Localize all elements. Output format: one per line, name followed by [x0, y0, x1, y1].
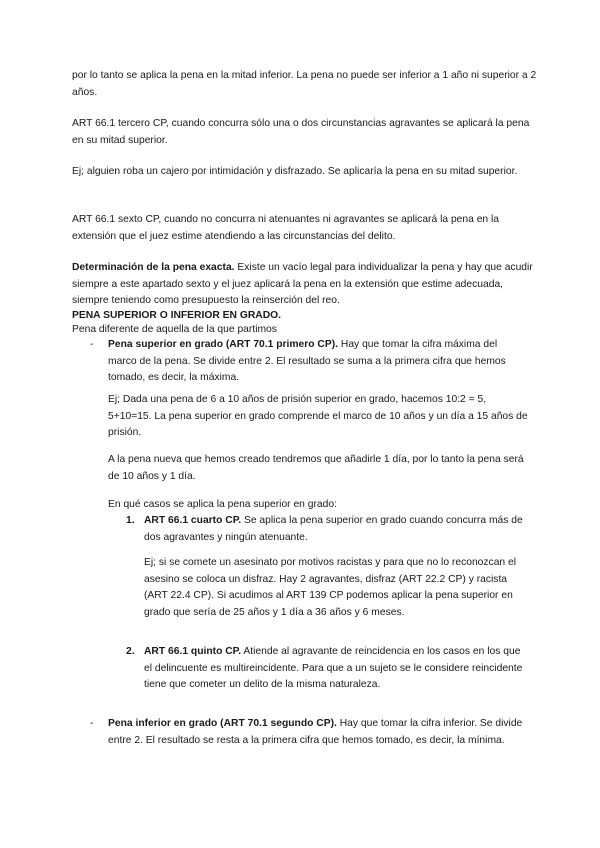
pena-inferior-text: Hay que tomar la cifra inferior. Se divide entre 2. El resultado se resta a la primera cifra que hemos tomado, es decir, la mínima.: [108, 718, 523, 746]
paragraph-pena-exacta: [72, 260, 542, 310]
paragraph-example-cajero: Ej; alguien roba un cajero por intimidación y disfrazado. Se aplicaría la pena en su mitad superior.: [72, 166, 518, 177]
paragraph-mitad-inferior: por lo tanto se aplica la pena en la mitad inferior. La pena no puede ser inferior a 1 año ni superior a 2 años.: [72, 70, 537, 98]
section-intro: Pena diferente de aquella de la que partimos: [72, 324, 277, 335]
list-item-art-66-quinto: [144, 644, 528, 694]
bullet-dash-inferior: -: [90, 718, 94, 729]
bullet-pena-superior: [108, 337, 528, 387]
bullet-pena-inferior: [108, 716, 528, 749]
paragraph-art-66-sexto: ART 66.1 sexto CP, cuando no concurra ni atenuantes ni agravantes se aplicará la pena en la extensión que el juez estime atendiendo a las circunstancias del delito.: [72, 214, 500, 242]
example-asesinato: Ej; si se comete un asesinato por motivos racistas y para que no lo reconozcan el asesino se coloca un disfraz. Hay 2 agravantes, disfraz (ART 22.2 CP) y racista (ART 22.4 CP). Si acudimos al ART 139 CP podemos aplicar la pena superior en grado que sería de 25 años y 1 día a 36 años y 6 meses.: [144, 557, 517, 618]
pena-superior-title: Pena superior en grado (ART 70.1 primero CP).: [108, 339, 339, 350]
section-heading: PENA SUPERIOR O INFERIOR EN GRADO.: [72, 310, 282, 321]
pena-exacta-heading: Determinación de la pena exacta.: [72, 262, 235, 273]
paragraph-art-66-tercero: ART 66.1 tercero CP, cuando concurra sólo una o dos circunstancias agravantes se aplicará la pena en su mitad superior.: [72, 118, 530, 146]
pena-exacta-text: Existe un vacío legal para individualizar la pena y hay que acudir siempre a este apartado sexto y el juez aplicará la pena en la extensión que estime adecuada, siempre teniendo como presupuesto la reinserción del reo.: [72, 262, 533, 306]
art-66-cuarto-title: ART 66.1 cuarto CP.: [144, 515, 242, 526]
cases-intro: En qué casos se aplica la pena superior en grado:: [108, 499, 337, 510]
pena-superior-text: Hay que tomar la cifra máxima del marco de la pena. Se divide entre 2. El resultado se suma a la primera cifra que hemos tomado, es decir, la máxima.: [108, 339, 506, 383]
bullet-dash-superior: -: [90, 339, 94, 350]
pena-inferior-title: Pena inferior en grado (ART 70.1 segundo CP).: [108, 718, 337, 729]
paragraph-pena-nueva: A la pena nueva que hemos creado tendremos que añadirle 1 día, por lo tanto la pena será de 10 años y 1 día.: [108, 454, 524, 482]
art-66-cuarto-text: Se aplica la pena superior en grado cuando concurra más de dos agravantes y ningún atenuante.: [144, 515, 523, 543]
list-number-2: 2.: [126, 646, 135, 657]
list-number-1: 1.: [126, 515, 135, 526]
list-item-art-66-cuarto: [144, 513, 528, 546]
example-pena-6-10: Ej; Dada una pena de 6 a 10 años de prisión superior en grado, hacemos 10:2 = 5, 5+10=15. La pena superior en grado comprende el marco de 10 años y un día a 15 años de prisión.: [108, 394, 528, 438]
art-66-quinto-text: Atiende al agravante de reincidencia en los casos en los que el delincuente es multireincidente. Para que a un sujeto se le considere reincidente tiene que cometer un delito de la misma naturaleza.: [144, 646, 523, 690]
art-66-quinto-title: ART 66.1 quinto CP.: [144, 646, 242, 657]
